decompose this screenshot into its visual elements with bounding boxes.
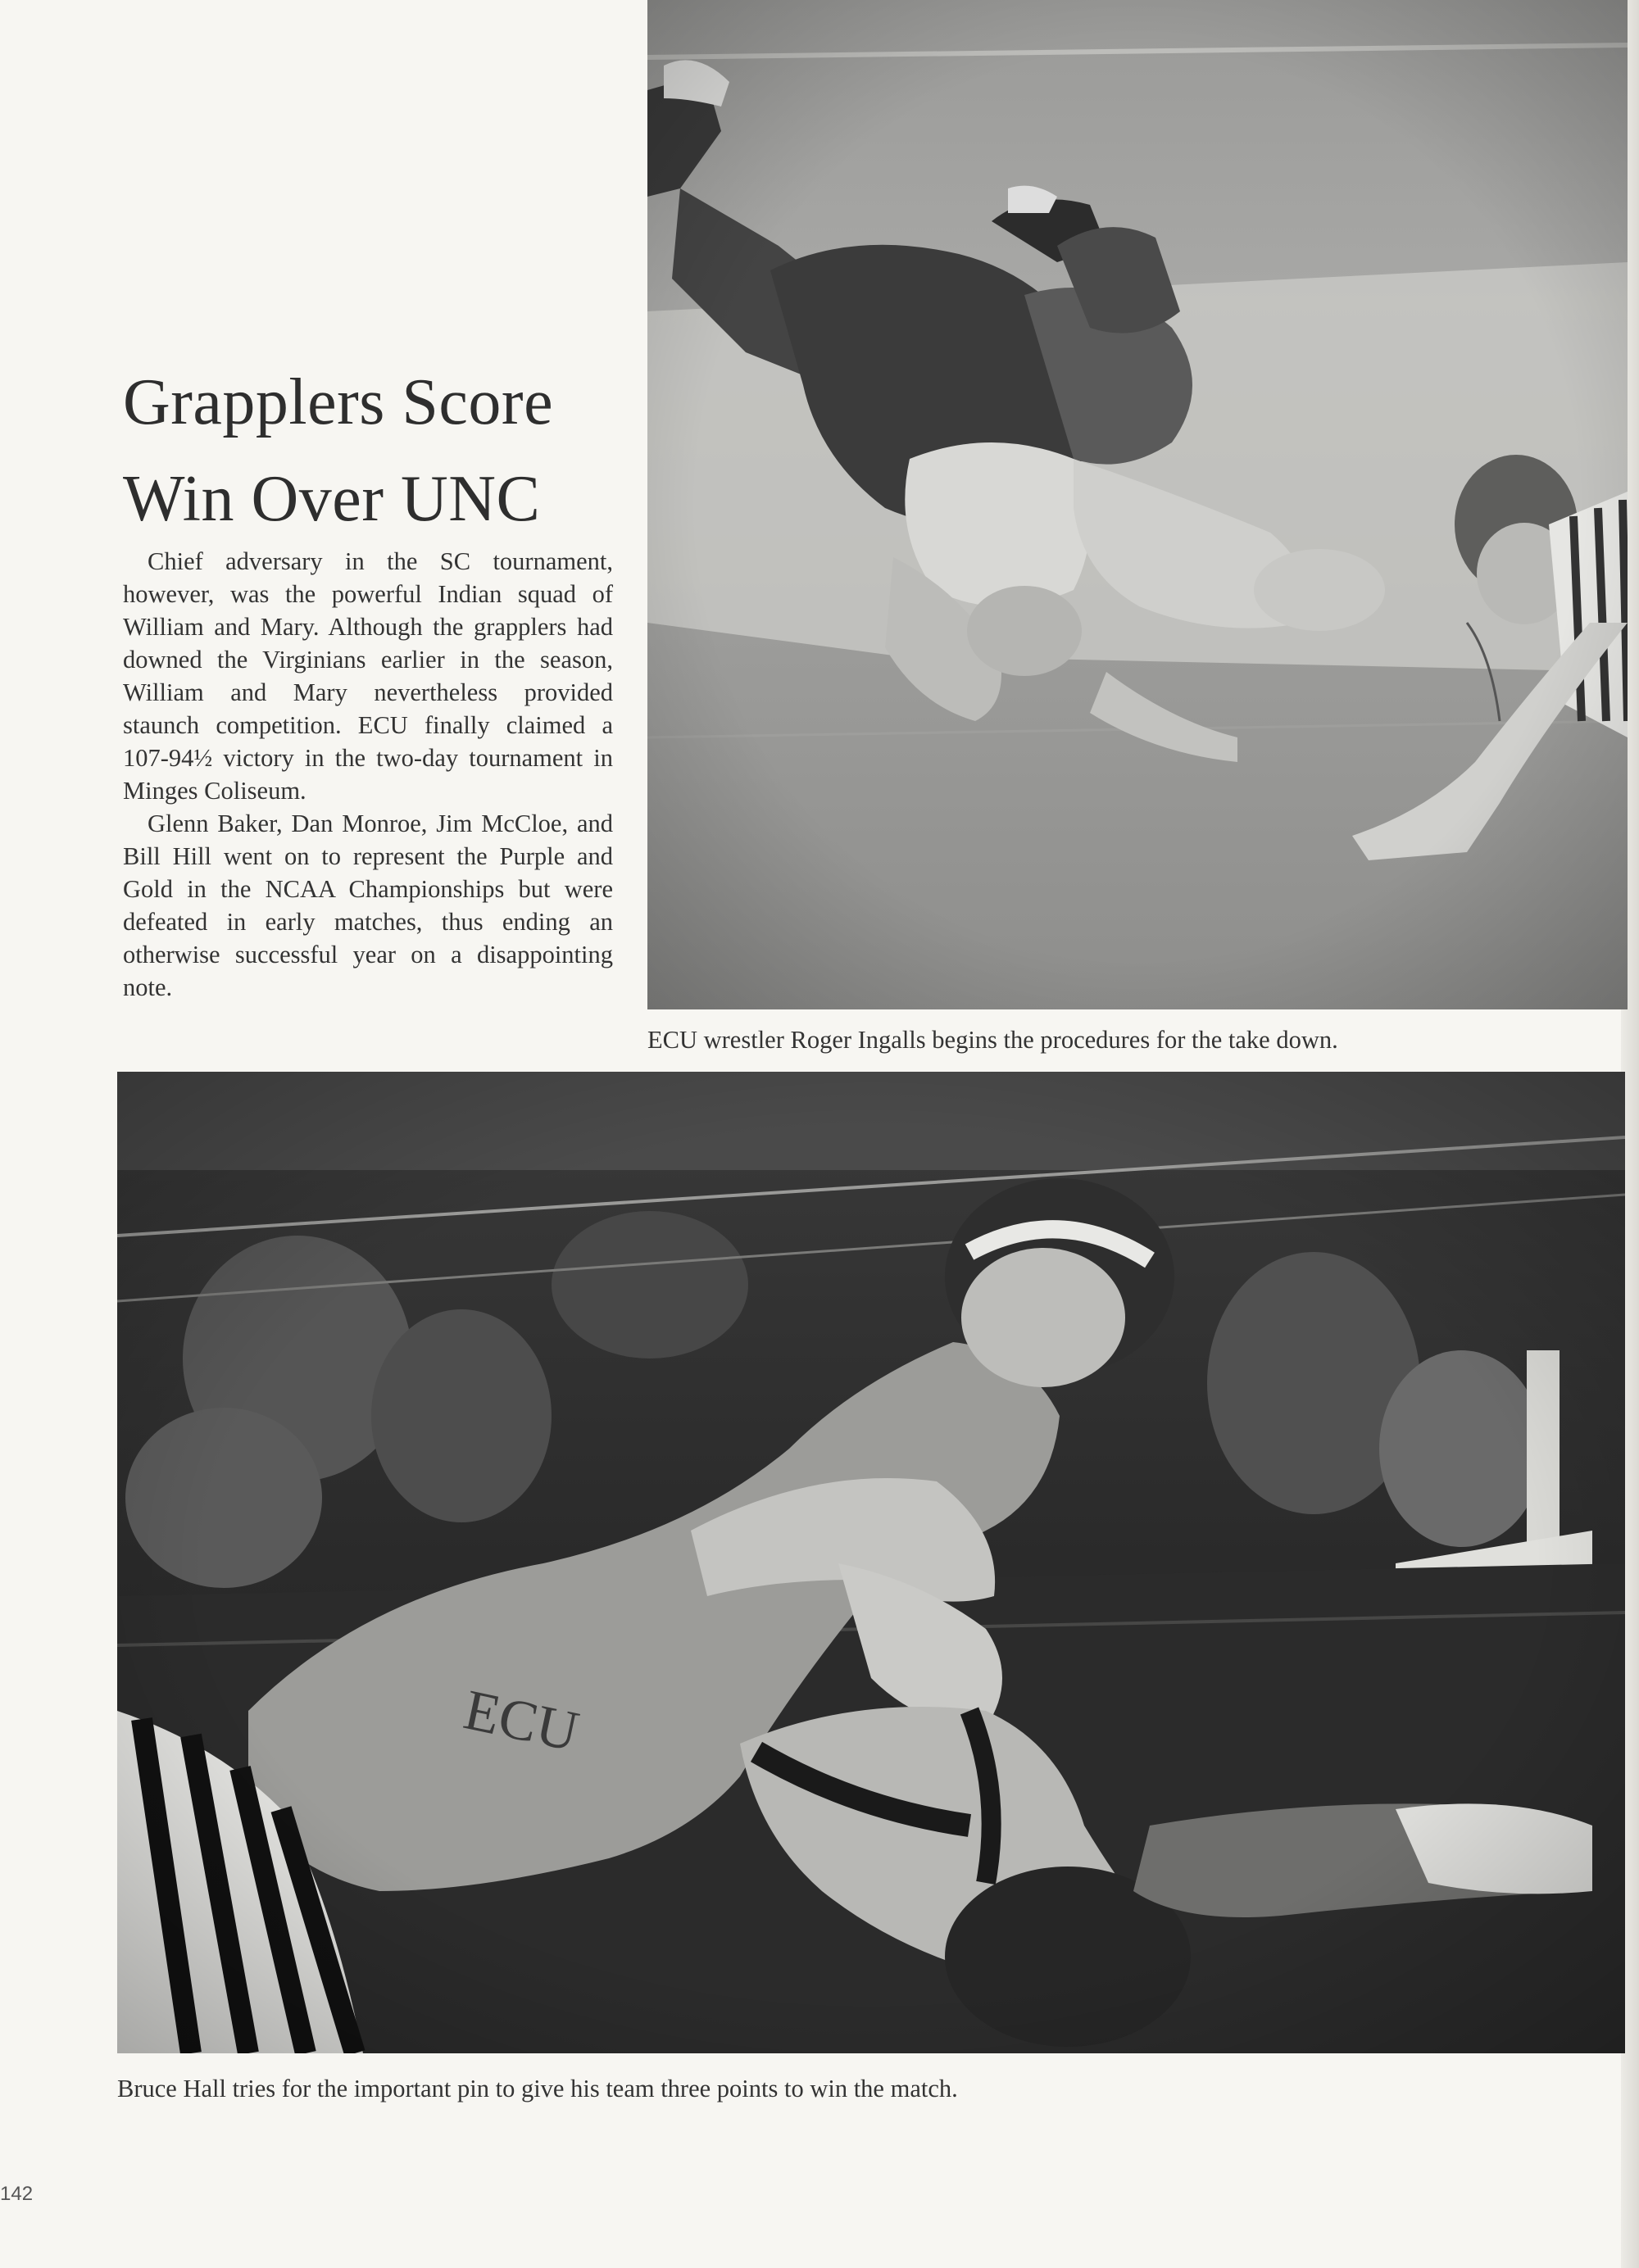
top-photo-caption: ECU wrestler Roger Ingalls begins the procedures for the take down. bbox=[647, 1026, 1338, 1054]
headline-line-2: Win Over UNC bbox=[123, 463, 541, 535]
bottom-photo-caption: Bruce Hall tries for the important pin to give his team three points to win the match. bbox=[117, 2075, 958, 2102]
article-body bbox=[123, 545, 613, 1004]
article-paragraph-1: Chief adversary in the SC tournament, however, was the powerful Indian squad of William and Mary. Although the grapplers had downed the Virginians earlier in the season, William and Mary nevertheless provided staunch competition. ECU finally claimed a 107-94½ victory in the two-day tournament in Minges Coliseum. bbox=[123, 547, 613, 805]
article-headline bbox=[123, 354, 631, 547]
page-number: 142 bbox=[0, 2183, 34, 2205]
bottom-wrestling-photo bbox=[117, 1072, 1625, 2053]
bottom-photo-image bbox=[117, 1072, 1625, 2053]
article-paragraph-2: Glenn Baker, Dan Monroe, Jim McCloe, and Bill Hill went on to represent the Purple and Gold in the NCAA Championships but were defeated in early matches, thus ending an otherwise successful year on a disappointing note. bbox=[123, 810, 613, 1001]
top-photo-image bbox=[647, 0, 1628, 1009]
top-wrestling-photo bbox=[647, 0, 1628, 1009]
headline-line-1: Grapplers Score bbox=[123, 366, 554, 438]
